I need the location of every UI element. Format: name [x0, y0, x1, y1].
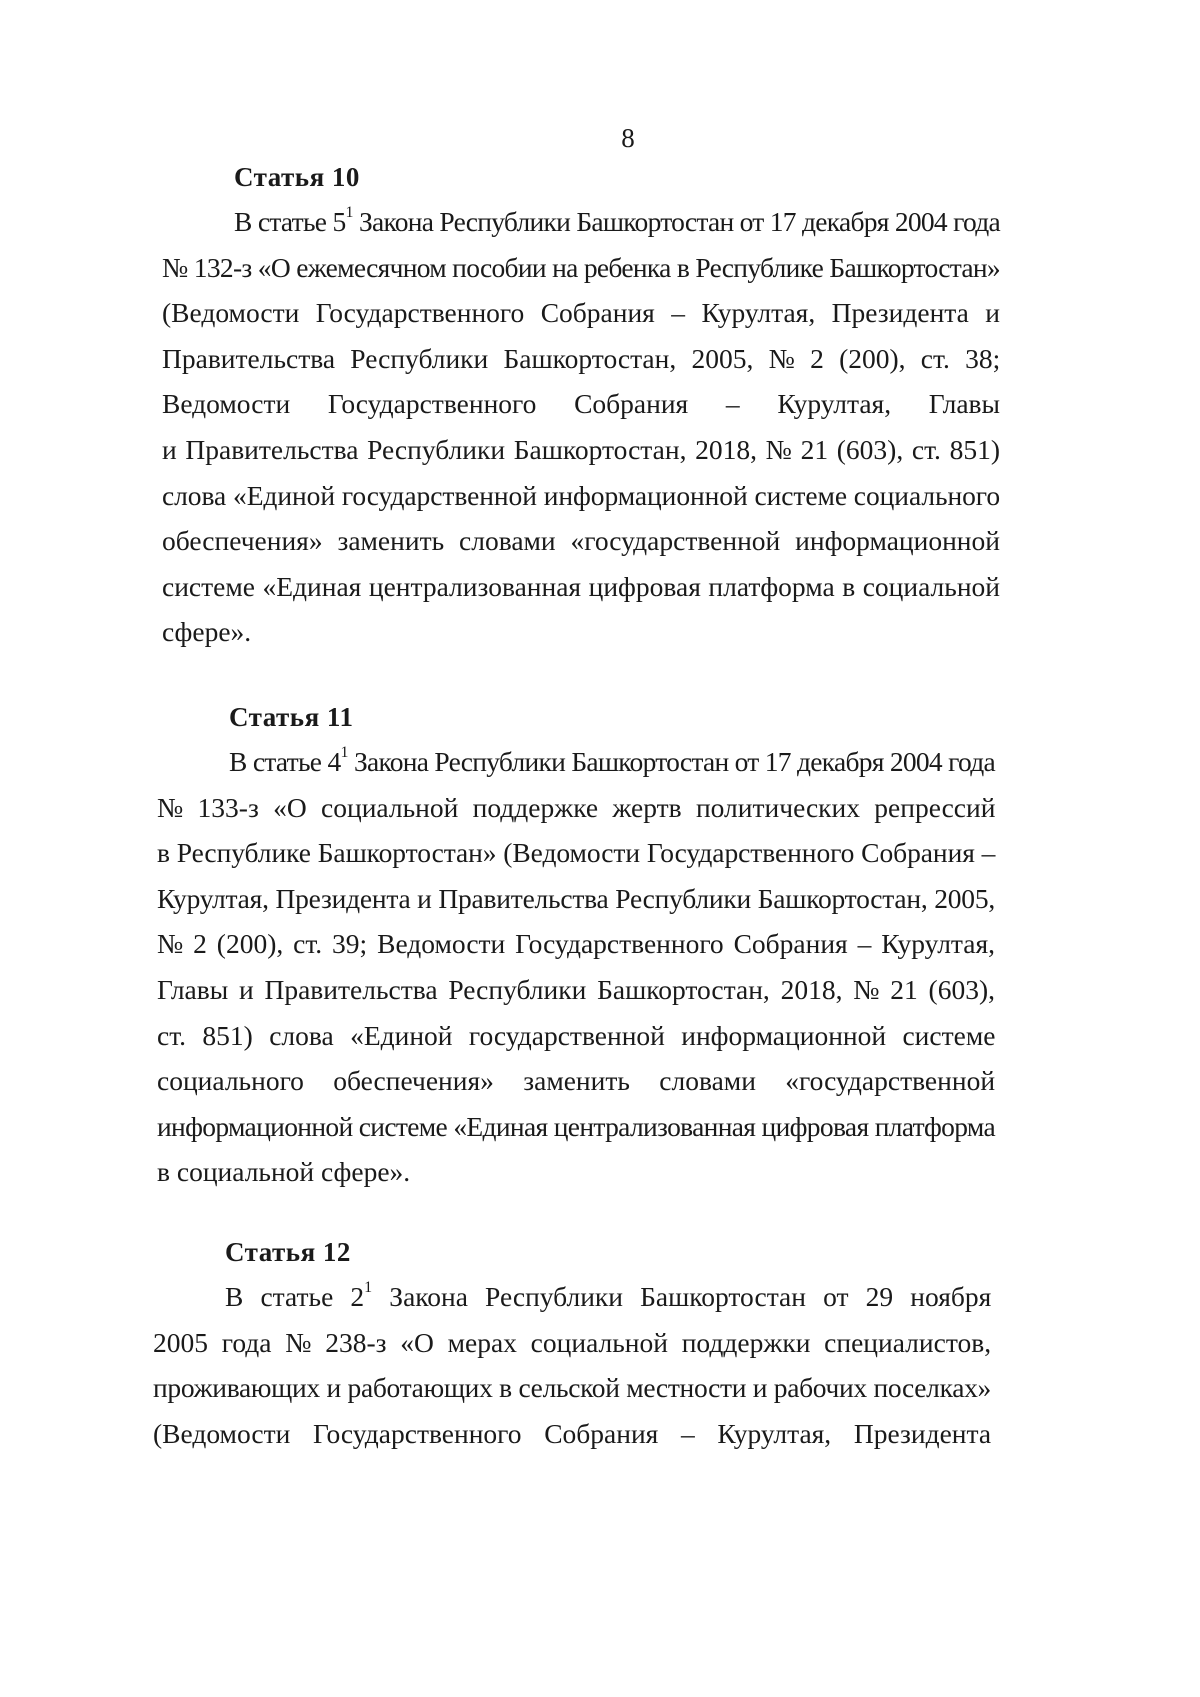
text-line: обеспечения» заменить словами «государственной информационной: [162, 525, 1000, 557]
text-line: Ведомости Государственного Собрания – Курултая, Главы: [162, 388, 1000, 420]
text-run: Закона Республики Башкортостан от 17 декабря 2004 года: [347, 746, 995, 777]
text-line: [153, 1274, 991, 1320]
article-10: [162, 155, 1000, 655]
article-12: [153, 1230, 991, 1456]
text-line: № 132-з «О ежемесячном пособии на ребенка в Республике Башкортостан»: [162, 251, 1000, 283]
text-line: в Республике Башкортостан» (Ведомости Государственного Собрания –: [157, 837, 996, 869]
superscript: 1: [340, 743, 348, 761]
text-run: В статье 4: [229, 746, 341, 777]
article-11: [157, 695, 995, 1195]
text-line: Главы и Правительства Республики Башкортостан, 2018, № 21 (603),: [157, 973, 995, 1005]
text-run: Закона Республики Башкортостан от 29 ноября: [372, 1281, 992, 1312]
text-line: информационной системе «Единая централизованная цифровая платформа: [157, 1110, 995, 1142]
text-run: В статье 5: [234, 206, 346, 237]
superscript: 1: [364, 1278, 373, 1296]
text-line: № 133-з «О социальной поддержке жертв политических репрессий: [157, 791, 996, 823]
text-line: (Ведомости Государственного Собрания – Курултая, Президента: [153, 1417, 992, 1449]
text-line: сфере».: [162, 616, 252, 648]
text-run: Закона Республики Башкортостан от 17 декабря 2004 года: [352, 206, 1000, 237]
text-line: и Правительства Республики Башкортостан, 2018, № 21 (603), ст. 851): [162, 433, 1000, 465]
text-line: системе «Единая централизованная цифровая платформа в социальной: [162, 570, 1001, 602]
article-body: [153, 1274, 991, 1456]
text-line: слова «Единой государственной информационной системе социального: [162, 479, 1001, 511]
article-heading: Статья 11: [229, 702, 354, 732]
text-line: 2005 года № 238-з «О мерах социальной поддержки специалистов,: [153, 1326, 992, 1358]
page-number: 8: [621, 123, 635, 153]
article-heading: Статья 12: [225, 1237, 351, 1267]
text-line: социального обеспечения» заменить словами «государственной: [157, 1065, 996, 1097]
text-line: (Ведомости Государственного Собрания – Курултая, Президента и: [162, 297, 1000, 329]
text-run: В статье 2: [225, 1281, 365, 1312]
text-line: проживающих и работающих в сельской местности и рабочих поселках»: [153, 1372, 991, 1404]
text-line: ст. 851) слова «Единой государственной информационной системе: [157, 1019, 996, 1051]
text-line: [162, 199, 1000, 245]
text-line: в социальной сфере».: [157, 1156, 411, 1188]
article-body: [162, 199, 1000, 655]
article-heading: Статья 10: [234, 162, 360, 192]
text-line: № 2 (200), ст. 39; Ведомости Государственного Собрания – Курултая,: [157, 928, 995, 960]
text-line: Правительства Республики Башкортостан, 2005, № 2 (200), ст. 38;: [162, 342, 1001, 374]
text-line: [157, 739, 995, 785]
article-body: [157, 739, 995, 1195]
superscript: 1: [345, 203, 353, 221]
text-line: Курултая, Президента и Правительства Республики Башкортостан, 2005,: [157, 882, 995, 914]
